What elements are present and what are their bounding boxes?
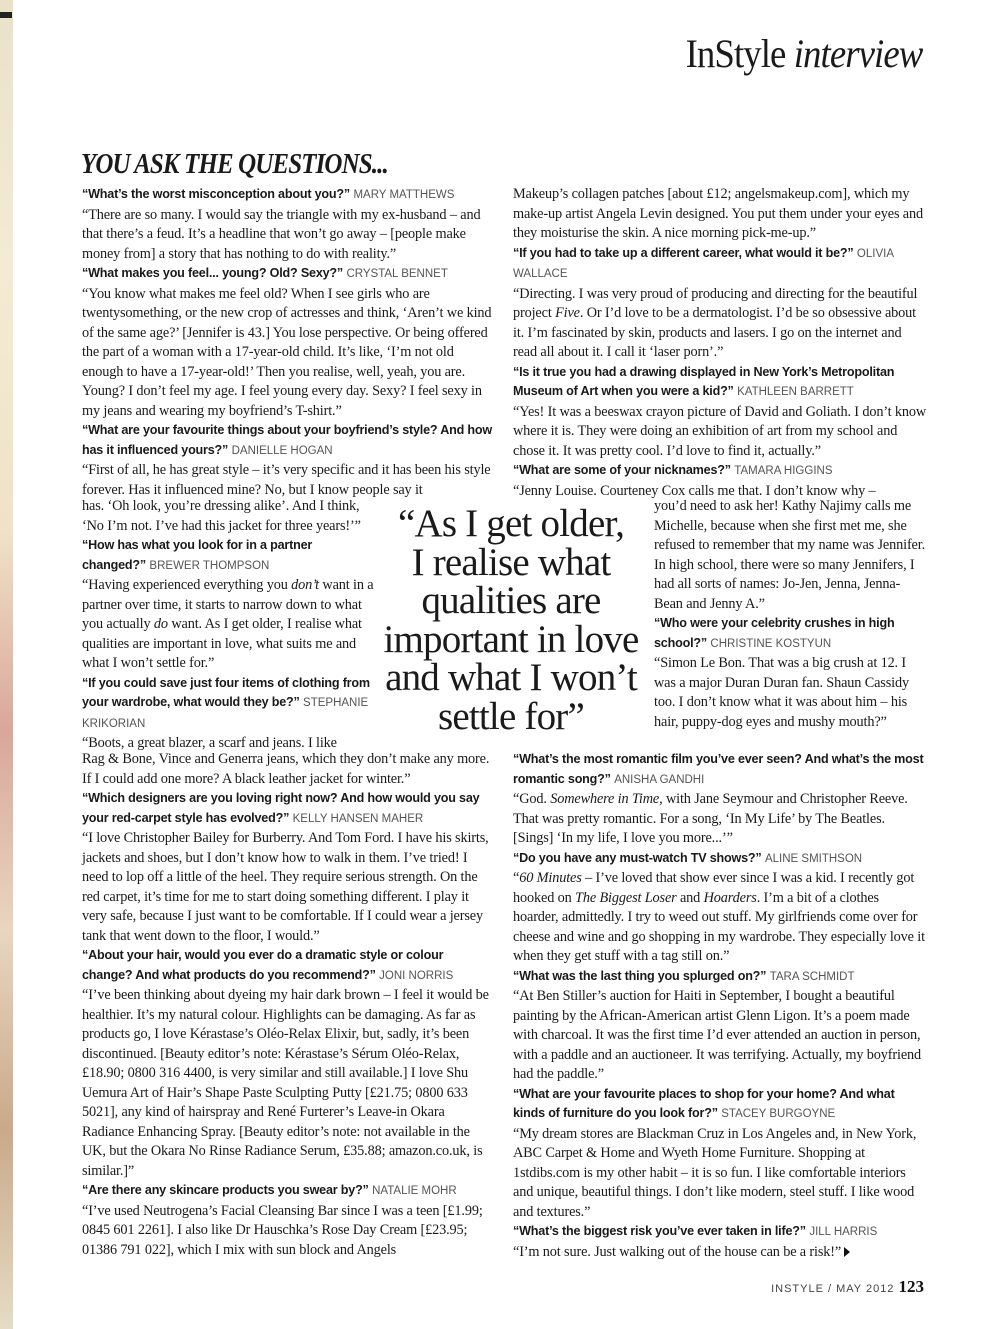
left-column-wrap (82, 497, 374, 754)
question: “What was the last thing you splurged on?” (513, 968, 767, 983)
answer (82, 750, 494, 789)
page-footer (771, 1277, 924, 1297)
answer-text: “Boots, a great blazer, a scarf and jeans. I like (82, 735, 337, 751)
answer (82, 285, 494, 422)
pull-quote-line: and what I won’t (385, 656, 637, 700)
answer-text: “Simon Le Bon. That was a big crush at 12. I was a major Duran Duran fan. Shaun Cassidy too. I don’t know what it was about him – his hair, puppy-dog eyes and mushy mouth?” (654, 655, 909, 730)
answer-text: , with Jane Seymour and Christopher Reeve. That was pretty romantic. For a song, ‘In My Life’ by The Beatles. [Sings] ‘In my life, I love you more...’” (513, 791, 908, 846)
adjacent-page-edge (0, 0, 13, 1329)
question-line (513, 461, 927, 482)
answer-text: “Directing. I was very proud of producing and directing for the beautiful project (513, 285, 918, 321)
question: “What are some of your nicknames?” (513, 463, 731, 477)
left-column-bottom (82, 750, 494, 1260)
question: “How has what you look for in a partner changed?” (82, 538, 313, 572)
question: “Who were your celebrity crushes in high school?” (654, 616, 895, 650)
answer-text: “There are so many. I would say the triangle with my ex-husband – and that there’s a feud. It’s a headline that won’t go away – [people make money from] a story that has nothing to do with reality.” (82, 206, 481, 262)
answer-text: “First of all, he has great style – it’s very specific and it has been his style forever. Has it influenced mine? No, but I know people say it (82, 462, 491, 498)
question-line (513, 750, 927, 790)
pull-quote-line: qualities are (421, 579, 601, 623)
question: “If you could save just four items of clothing from your wardrobe, what would they be?” (82, 675, 370, 709)
asker-name: BREWER THOMPSON (149, 559, 270, 572)
answer-text: – I’ve loved that show ever since I was a kid. I recently got hooked on (513, 870, 915, 906)
answer (513, 185, 927, 244)
question-line (82, 1181, 494, 1202)
answer (513, 790, 927, 849)
question-line (513, 849, 927, 870)
question: “What makes you feel... young? Old? Sexy?” (82, 266, 344, 280)
header-section: interview (793, 31, 922, 76)
answer-italic: Five (555, 305, 580, 321)
pull-quote (380, 502, 642, 738)
answer (513, 285, 927, 363)
asker-name: MARY MATTHEWS (353, 189, 455, 201)
question: “What are your favourite places to shop for your home? And what kinds of furniture do you look for?” (513, 1086, 895, 1120)
question: “What’s the worst misconception about you?” (82, 187, 351, 201)
answer (82, 461, 494, 500)
right-column-top (513, 185, 927, 501)
answer-text: . I’m a bit of a clothes hoarder, admittedly. I try to weed out stuff. My girlfriends come over for cheese and wine and go shopping in my wardrobe. They especially love it when they get stuff with a tag still on.” (513, 889, 925, 964)
pull-quote-line: settle for” (437, 694, 585, 738)
footer-issue: INSTYLE / MAY 2012 (771, 1283, 895, 1295)
question-line (82, 674, 374, 735)
answer-text: want in a partner over time, it starts to narrow down to what you actually (82, 577, 374, 632)
answer-text: “You know what makes me feel old? When I see girls who are twentysomething, or the new crop of actresses and think, ‘Aren’t we kind of the same age?’ [Jennifer is 43.] You lose perspective. Or being offered the part of a woman with a 17-year-old child. It’s like, ‘I’m not old enough to have a 17-year-old!’ Then you realise, well, yeah, you are. Young? I don’t feel my age. I feel young every day. Sexy? I feel sexy in my jeans and wearing my boyfriend’s T-shirt.” (82, 285, 492, 419)
question-line (513, 967, 927, 988)
answer-text: you’d need to ask her! Kathy Najimy calls me Michelle, because when she first met me, she refused to remember that my name was Jennifer. In high school, there were so many Jennifers, I had all sorts of names: Jo-Jen, Jenna, Jenna-Bean and Jenny A.” (654, 498, 925, 612)
question: “Which designers are you loving right now? And how would you say your red-carpet style has evolved?” (82, 791, 480, 825)
answer-text: “ (513, 870, 520, 886)
answer (654, 654, 928, 732)
pull-quote-line: I realise what (411, 540, 611, 584)
answer-text: Rag & Bone, Vince and Generra jeans, which they don’t make any more. If I could add one more? A black leather jacket for winter.” (82, 751, 490, 787)
asker-name: STACEY BURGOYNE (721, 1108, 836, 1120)
answer-text: Makeup’s collagen patches [about £12; angelsmakeup.com], which my make-up artist Angela Levin designed. You put them under your eyes and they moisturise the skin. A nice morning pick-me-up.” (513, 186, 923, 241)
question: “What’s the biggest risk you’ve ever taken in life?” (513, 1224, 806, 1238)
asker-name: KATHLEEN BARRETT (737, 386, 854, 398)
question: “About your hair, would you ever do a dramatic style or colour change? And what products do you recommend?” (82, 948, 444, 982)
asker-name: ALINE SMITHSON (764, 852, 863, 865)
asker-name: OLIVIA WALLACE (513, 247, 894, 280)
answer-italic: Somewhere in Time (550, 791, 660, 807)
left-column-top (82, 185, 494, 500)
answer-text: and (676, 889, 704, 906)
answer (82, 986, 494, 1181)
question-line (513, 1085, 927, 1125)
header-brand: InStyle (685, 31, 786, 76)
asker-name: JILL HARRIS (809, 1226, 878, 1238)
question-line (82, 536, 374, 576)
asker-name: ANISHA GANDHI (614, 773, 705, 786)
asker-name: NATALIE MOHR (372, 1185, 457, 1197)
right-column-bottom (513, 750, 927, 1262)
answer-text: want. As I get older, I realise what qualities are important in love, what suits me and what I won’t settle for.” (82, 616, 362, 671)
pull-quote-line: important in love (383, 617, 639, 661)
question-line (513, 1222, 927, 1243)
answer (82, 829, 494, 946)
question-line (654, 614, 928, 654)
question: “What’s the most romantic film you’ve ever seen? And what’s the most romantic song?” (513, 752, 924, 786)
answer-italic: do (153, 616, 168, 632)
answer-text: “Yes! It was a beeswax crayon picture of David and Goliath. I don’t know where it is. They were doing an exhibition of art from my school and chose it. It was pretty cool. I’d love to find it, actually.” (513, 403, 927, 459)
asker-name: CHRISTINE KOSTYUN (710, 637, 832, 650)
answer (654, 497, 928, 614)
asker-name: JONI NORRIS (379, 969, 454, 982)
answer-italic: The Biggest Loser (575, 889, 677, 906)
answer (513, 403, 927, 462)
section-title: YOU ASK THE QUESTIONS... (81, 148, 388, 180)
question-line (82, 421, 494, 461)
answer-text: “I love Christopher Bailey for Burberry. And Tom Ford. I have his skirts, jackets and shoes, but I don’t know how to walk in them. I’ve tried! I need to lop off a little of the heel. They require serious strength. On the red carpet, it’s time for me to start doing something different. I play it very safe, because I just want to be comfortable. If I could wear a jersey tank that went down to the floor, I would.” (82, 830, 489, 944)
answer (82, 576, 374, 674)
question: “Are there any skincare products you swear by?” (82, 1183, 369, 1197)
pull-quote-line: “As I get older, (397, 502, 625, 545)
answer (82, 1202, 494, 1261)
question-line (513, 363, 927, 403)
question-line (82, 185, 494, 206)
question: “Do you have any must-watch TV shows?” (513, 850, 762, 865)
answer-text: has. ‘Oh look, you’re dressing alike’. And I think, ‘No I’m not. I’ve had this jacket for three years!’” (82, 498, 361, 534)
answer (513, 1125, 927, 1223)
question-line (82, 789, 494, 829)
right-column-wrap (654, 497, 928, 732)
asker-name: KELLY HANSEN MAHER (292, 812, 424, 825)
question-line (513, 244, 927, 285)
answer (82, 206, 494, 265)
answer-text: . Or I’d love to be a dermatologist. I’d be so obsessive about it. I’m fascinated by skin, products and lasers. I go on the internet and read all about it. I call it ‘laser porn’.” (513, 305, 917, 360)
answer-text: “I’ve been thinking about dyeing my hair dark brown – I feel it would be healthier. It’s my natural colour. Highlights can be damaging. As far as products go, I love Kérastase’s Oléo-Relax Elixir, but, sadly, it’s been discontinued. [Beauty editor’s note: Kérastase’s Sérum Oléo-Relax, £18.90; 0800 316 4400, is very similar and still available.] I love Shu Uemura Art of Hair’s Shape Paste Sculpting Putty [£21.75; 0800 633 5021], any kind of hairspray and René Furterer’s Leave-in Okara Radiance Enhancing Spray. [Beauty editor’s note: not available in the UK, but the Okara No Rinse Radiance Serum, £35.88; amazon.co.uk, is similar.]” (82, 987, 489, 1179)
answer-text: “Jenny Louise. Courteney Cox calls me that. I don’t know why – (513, 482, 876, 499)
answer (513, 1243, 927, 1263)
answer-text: “My dream stores are Blackman Cruz in Los Angeles and, in New York, ABC Carpet & Home and Wyeth Home Furniture. Shopping at 1stdibs.com is my other habit – it is so fun. I like comfortable interiors and unique, beautiful things. I don’t like modern, steel stuff. I like wood and textures.” (513, 1125, 917, 1220)
asker-name: CRYSTAL BENNET (346, 268, 448, 280)
asker-name: DANIELLE HOGAN (231, 444, 333, 457)
asker-name: TARA SCHMIDT (769, 970, 855, 983)
answer (82, 497, 374, 536)
question-line (82, 264, 494, 285)
answer-text: “Having experienced everything you (82, 577, 292, 593)
answer-text: “I’m not sure. Just walking out of the house can be a risk!” (513, 1243, 842, 1260)
question-line (82, 946, 494, 986)
question: “Is it true you had a drawing displayed in New York’s Metropolitan Museum of Art when you were a kid?” (513, 364, 895, 398)
page-number: 123 (898, 1277, 924, 1296)
answer-italic: Hoarders (703, 889, 757, 906)
answer-text: “At Ben Stiller’s auction for Haiti in September, I bought a beautiful painting by the African-American artist Glenn Ligon. It’s a poem made with charcoal. It was the first time I’d ever attended an auction in person, with a paddle and an auctioneer. It was terrifying. Actually, my boyfriend had the paddle.” (513, 988, 922, 1082)
end-of-article-icon (844, 1247, 850, 1257)
answer-italic: don’t (291, 577, 319, 593)
question: “If you had to take up a different career, what would it be?” (513, 245, 854, 260)
answer (513, 869, 927, 967)
page-header (685, 30, 922, 77)
answer-text: “God. (513, 791, 551, 807)
answer-italic: 60 Minutes (519, 870, 582, 886)
answer-text: “I’ve used Neutrogena’s Facial Cleansing Bar since I was a teen [£1.99; 0845 601 2261]. I also like Dr Hauschka’s Rose Day Cream [£23.95; 01386 791 022], which I mix with sun block and Angels (82, 1202, 483, 1258)
question: “What are your favourite things about your boyfriend’s style? And how has it influenced yours?” (82, 423, 492, 457)
answer (513, 987, 927, 1085)
asker-name: STEPHANIE KRIKORIAN (82, 697, 369, 730)
asker-name: TAMARA HIGGINS (734, 465, 833, 477)
